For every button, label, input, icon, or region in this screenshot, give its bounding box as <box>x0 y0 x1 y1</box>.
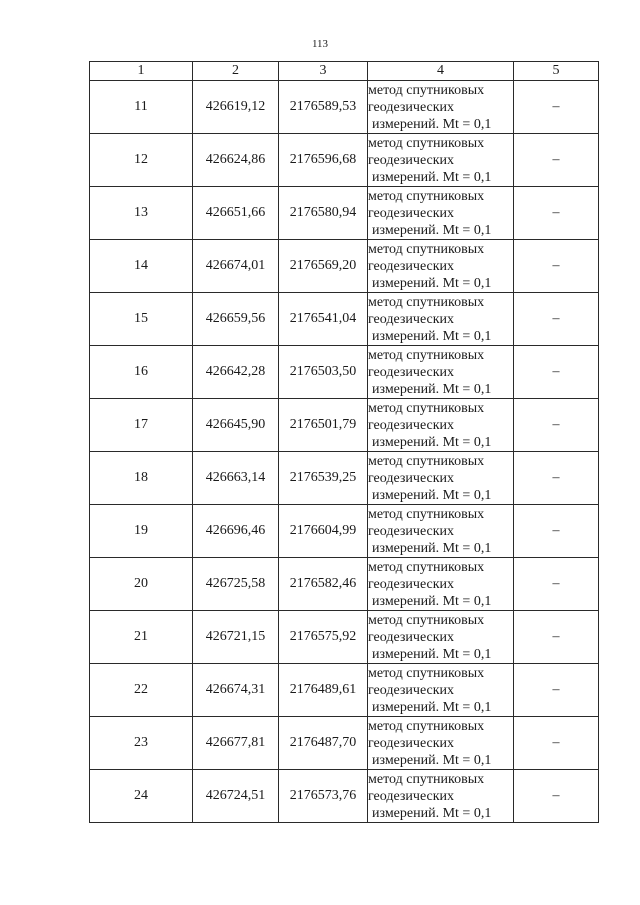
point-number-cell: 17 <box>90 399 193 452</box>
method-text-line: измерений. Mt = 0,1 <box>372 487 492 503</box>
point-number-cell: 18 <box>90 452 193 505</box>
y-coordinate-cell: 2176539,25 <box>279 452 368 505</box>
y-coordinate-cell: 2176580,94 <box>279 187 368 240</box>
point-number-cell: 19 <box>90 505 193 558</box>
x-coordinate-cell: 426624,86 <box>193 134 279 187</box>
table-row <box>90 664 599 717</box>
point-number-cell: 11 <box>90 81 193 134</box>
y-coordinate-cell: 2176503,50 <box>279 346 368 399</box>
table-row <box>90 717 599 770</box>
method-text-line: измерений. Mt = 0,1 <box>372 381 492 397</box>
column5-cell: – <box>514 664 599 717</box>
method-text-line: геодезических <box>368 788 455 804</box>
x-coordinate-cell: 426645,90 <box>193 399 279 452</box>
table-row <box>90 240 599 293</box>
column-header-col5: 5 <box>514 62 599 81</box>
column-header-number: 1 <box>90 62 193 81</box>
coordinates-table <box>89 61 599 823</box>
column5-cell: – <box>514 134 599 187</box>
x-coordinate-cell: 426725,58 <box>193 558 279 611</box>
method-text-line: геодезических <box>368 258 455 274</box>
method-text-line: геодезических <box>368 682 455 698</box>
x-coordinate-cell: 426651,66 <box>193 187 279 240</box>
column5-cell: – <box>514 505 599 558</box>
y-coordinate-cell: 2176582,46 <box>279 558 368 611</box>
column-header-method: 4 <box>368 62 514 81</box>
method-text-line: метод спутниковых <box>368 612 485 628</box>
table-row <box>90 611 599 664</box>
method-cell <box>368 452 514 505</box>
method-text-line: метод спутниковых <box>368 665 485 681</box>
method-text-line: метод спутниковых <box>368 400 485 416</box>
y-coordinate-cell: 2176604,99 <box>279 505 368 558</box>
point-number-cell: 14 <box>90 240 193 293</box>
page-number: 113 <box>311 38 329 50</box>
table-row <box>90 81 599 134</box>
method-text-line: измерений. Mt = 0,1 <box>372 275 492 291</box>
method-cell <box>368 240 514 293</box>
column5-cell: – <box>514 399 599 452</box>
x-coordinate-cell: 426721,15 <box>193 611 279 664</box>
table-row <box>90 134 599 187</box>
method-cell <box>368 558 514 611</box>
method-cell <box>368 293 514 346</box>
x-coordinate-cell: 426663,14 <box>193 452 279 505</box>
method-text-line: геодезических <box>368 152 455 168</box>
method-text-line: метод спутниковых <box>368 453 485 469</box>
table-row <box>90 558 599 611</box>
table-row <box>90 187 599 240</box>
column5-cell: – <box>514 187 599 240</box>
method-text-line: измерений. Mt = 0,1 <box>372 434 492 450</box>
point-number-cell: 21 <box>90 611 193 664</box>
method-cell <box>368 611 514 664</box>
method-text-line: измерений. Mt = 0,1 <box>372 752 492 768</box>
x-coordinate-cell: 426674,31 <box>193 664 279 717</box>
method-text-line: геодезических <box>368 99 455 115</box>
table-row <box>90 452 599 505</box>
column5-cell: – <box>514 770 599 823</box>
x-coordinate-cell: 426677,81 <box>193 717 279 770</box>
point-number-cell: 23 <box>90 717 193 770</box>
method-text-line: геодезических <box>368 311 455 327</box>
method-text-line: измерений. Mt = 0,1 <box>372 646 492 662</box>
method-text-line: измерений. Mt = 0,1 <box>372 540 492 556</box>
method-text-line: измерений. Mt = 0,1 <box>372 805 492 821</box>
method-cell <box>368 717 514 770</box>
column5-cell: – <box>514 558 599 611</box>
y-coordinate-cell: 2176569,20 <box>279 240 368 293</box>
x-coordinate-cell: 426619,12 <box>193 81 279 134</box>
table-header-row <box>90 62 599 81</box>
column5-cell: – <box>514 293 599 346</box>
y-coordinate-cell: 2176596,68 <box>279 134 368 187</box>
x-coordinate-cell: 426724,51 <box>193 770 279 823</box>
y-coordinate-cell: 2176541,04 <box>279 293 368 346</box>
method-text-line: метод спутниковых <box>368 506 485 522</box>
point-number-cell: 15 <box>90 293 193 346</box>
column5-cell: – <box>514 81 599 134</box>
method-text-line: метод спутниковых <box>368 559 485 575</box>
point-number-cell: 12 <box>90 134 193 187</box>
column5-cell: – <box>514 717 599 770</box>
method-text-line: геодезических <box>368 364 455 380</box>
column5-cell: – <box>514 452 599 505</box>
point-number-cell: 13 <box>90 187 193 240</box>
table-row <box>90 293 599 346</box>
method-text-line: геодезических <box>368 470 455 486</box>
method-text-line: геодезических <box>368 205 455 221</box>
method-text-line: метод спутниковых <box>368 771 485 787</box>
point-number-cell: 24 <box>90 770 193 823</box>
method-text-line: измерений. Mt = 0,1 <box>372 169 492 185</box>
point-number-cell: 20 <box>90 558 193 611</box>
column5-cell: – <box>514 346 599 399</box>
y-coordinate-cell: 2176589,53 <box>279 81 368 134</box>
method-text-line: метод спутниковых <box>368 347 485 363</box>
table-body <box>90 81 599 823</box>
method-cell <box>368 134 514 187</box>
method-cell <box>368 399 514 452</box>
method-text-line: метод спутниковых <box>368 188 485 204</box>
method-text-line: метод спутниковых <box>368 718 485 734</box>
point-number-cell: 22 <box>90 664 193 717</box>
method-cell <box>368 770 514 823</box>
method-text-line: измерений. Mt = 0,1 <box>372 222 492 238</box>
method-text-line: измерений. Mt = 0,1 <box>372 699 492 715</box>
method-text-line: метод спутниковых <box>368 241 485 257</box>
y-coordinate-cell: 2176489,61 <box>279 664 368 717</box>
x-coordinate-cell: 426674,01 <box>193 240 279 293</box>
x-coordinate-cell: 426642,28 <box>193 346 279 399</box>
table-row <box>90 505 599 558</box>
method-cell <box>368 346 514 399</box>
method-cell <box>368 81 514 134</box>
method-text-line: измерений. Mt = 0,1 <box>372 593 492 609</box>
method-text-line: геодезических <box>368 629 455 645</box>
method-cell <box>368 505 514 558</box>
table-row <box>90 399 599 452</box>
method-text-line: геодезических <box>368 735 455 751</box>
method-text-line: геодезических <box>368 523 455 539</box>
column-header-y: 3 <box>279 62 368 81</box>
method-text-line: измерений. Mt = 0,1 <box>372 116 492 132</box>
column-header-x: 2 <box>193 62 279 81</box>
x-coordinate-cell: 426696,46 <box>193 505 279 558</box>
table-row <box>90 346 599 399</box>
method-text-line: метод спутниковых <box>368 82 485 98</box>
method-text-line: метод спутниковых <box>368 135 485 151</box>
point-number-cell: 16 <box>90 346 193 399</box>
y-coordinate-cell: 2176573,76 <box>279 770 368 823</box>
y-coordinate-cell: 2176487,70 <box>279 717 368 770</box>
column5-cell: – <box>514 611 599 664</box>
method-cell <box>368 664 514 717</box>
y-coordinate-cell: 2176501,79 <box>279 399 368 452</box>
method-cell <box>368 187 514 240</box>
x-coordinate-cell: 426659,56 <box>193 293 279 346</box>
table-row <box>90 770 599 823</box>
method-text-line: геодезических <box>368 576 455 592</box>
column5-cell: – <box>514 240 599 293</box>
method-text-line: геодезических <box>368 417 455 433</box>
method-text-line: измерений. Mt = 0,1 <box>372 328 492 344</box>
method-text-line: метод спутниковых <box>368 294 485 310</box>
y-coordinate-cell: 2176575,92 <box>279 611 368 664</box>
